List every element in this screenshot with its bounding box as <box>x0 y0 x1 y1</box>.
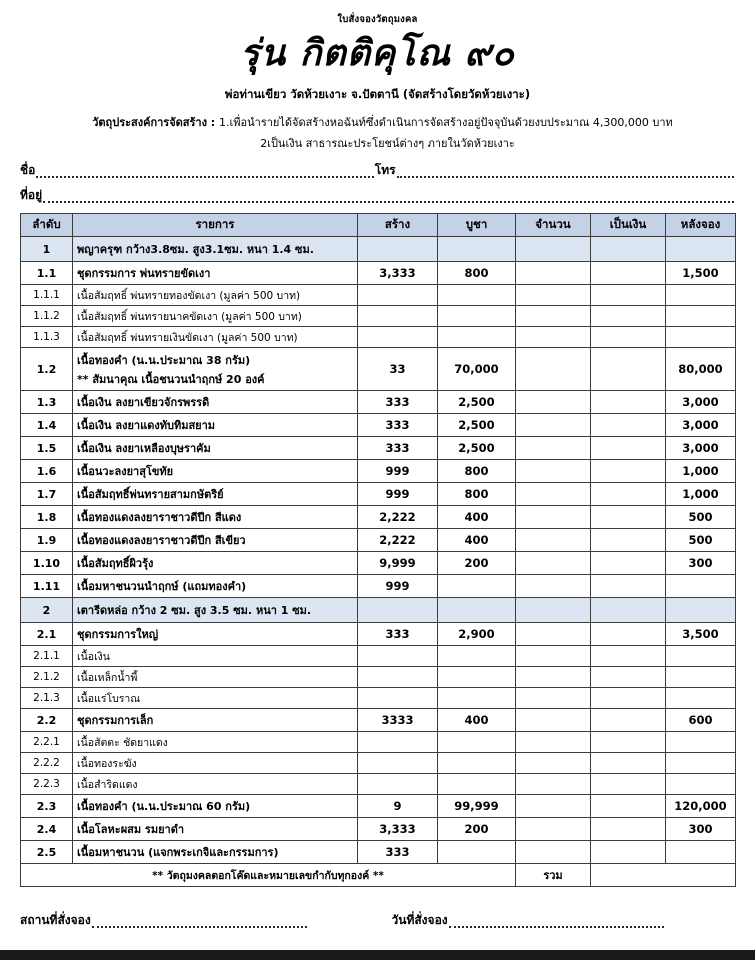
column-header-no: ลำดับ <box>21 214 73 237</box>
cell-after: 80,000 <box>666 348 736 391</box>
table-row <box>21 306 736 327</box>
cell-no: 2.2.1 <box>21 732 73 753</box>
cell-price <box>438 646 516 667</box>
column-header-made: สร้าง <box>358 214 438 237</box>
cell-qty[interactable] <box>516 667 591 688</box>
cell-sum[interactable] <box>591 818 666 841</box>
cell-after <box>666 237 736 262</box>
cell-price: 800 <box>438 460 516 483</box>
table-row <box>21 709 736 732</box>
cell-made: 333 <box>358 841 438 864</box>
cell-made: 3333 <box>358 709 438 732</box>
cell-after <box>666 688 736 709</box>
order-date-label: วันที่สั่งจอง <box>391 913 448 928</box>
cell-made: 3,333 <box>358 818 438 841</box>
cell-qty[interactable] <box>516 646 591 667</box>
cell-item: เนื้อเงิน ลงยาเหลืองบุษราคัม <box>73 437 358 460</box>
table-footer <box>21 864 736 887</box>
cell-item: เนื้อมหาชนวนนำฤกษ์ (แถมทองคำ) <box>73 575 358 598</box>
column-header-sum: เป็นเงิน <box>591 214 666 237</box>
cell-sum[interactable] <box>591 552 666 575</box>
cell-no: 1 <box>21 237 73 262</box>
cell-sum[interactable] <box>591 306 666 327</box>
cell-qty[interactable] <box>516 753 591 774</box>
cell-no: 2.4 <box>21 818 73 841</box>
cell-qty[interactable] <box>516 414 591 437</box>
column-header-after: หลังจอง <box>666 214 736 237</box>
cell-price: 99,999 <box>438 795 516 818</box>
cell-no: 1.10 <box>21 552 73 575</box>
cell-sum[interactable] <box>591 575 666 598</box>
purpose-line-1 <box>20 113 735 131</box>
cell-price: 70,000 <box>438 348 516 391</box>
cell-item: พญาครุฑ กว้าง3.8ซม. สูง3.1ซม. หนา 1.4 ซม. <box>73 237 358 262</box>
cell-no: 1.7 <box>21 483 73 506</box>
cell-price: 2,500 <box>438 414 516 437</box>
order-date-field <box>364 911 736 930</box>
cell-after: 500 <box>666 529 736 552</box>
cell-sum[interactable] <box>591 348 666 391</box>
purpose-text-1: 1.เพื่อนำรายได้จัดสร้างหอฉันท์ซึ่งดำเนินการจัดสร้างอยู่ปัจจุบันด้วยงบประมาณ 4,300,000 บาท <box>219 116 673 130</box>
phone-field-label: โทร <box>374 163 396 178</box>
cell-item: เนื้อทองระฆัง <box>73 753 358 774</box>
cell-price <box>438 774 516 795</box>
cell-made: 999 <box>358 483 438 506</box>
cell-qty[interactable] <box>516 552 591 575</box>
name-phone-field-row <box>20 161 735 180</box>
cell-sum[interactable] <box>591 841 666 864</box>
cell-sum[interactable] <box>591 732 666 753</box>
name-field-label: ชื่อ <box>20 163 36 178</box>
cell-qty[interactable] <box>516 709 591 732</box>
cell-made: 9 <box>358 795 438 818</box>
cell-made: 999 <box>358 460 438 483</box>
cell-item <box>73 348 358 391</box>
cell-item: เนื้อทองแดงลงยาราชาวดีปีก สีแดง <box>73 506 358 529</box>
cell-after <box>666 598 736 623</box>
cell-made: 333 <box>358 391 438 414</box>
cell-item-line2: ** สัมนาคุณ เนื้อชนวนนำฤกษ์ 20 องค์ <box>77 372 265 386</box>
cell-sum[interactable] <box>591 285 666 306</box>
cell-item: เนื้อสัมฤทธิ์ พ่นทรายทองขัดเงา (มูลค่า 500 บาท) <box>73 285 358 306</box>
cell-qty[interactable] <box>516 841 591 864</box>
cell-qty[interactable] <box>516 818 591 841</box>
cell-item-line1: เนื้อทองคำ (น.น.ประมาณ 38 กรัม) <box>77 353 251 367</box>
cell-made: 3,333 <box>358 262 438 285</box>
cell-after: 3,500 <box>666 623 736 646</box>
footer-note: ** วัตถุมงคลตอกโค๊ดและหมายเลขกำกับทุกองค์ ** <box>21 864 516 887</box>
cell-made <box>358 667 438 688</box>
bottom-bar <box>0 950 755 960</box>
table-row <box>21 414 736 437</box>
cell-no: 2.1 <box>21 623 73 646</box>
order-date-input[interactable] <box>449 917 664 928</box>
cell-no: 2.2.2 <box>21 753 73 774</box>
cell-no: 1.1.1 <box>21 285 73 306</box>
table-row <box>21 237 736 262</box>
cell-price <box>438 688 516 709</box>
cell-qty[interactable] <box>516 327 591 348</box>
order-place-field <box>20 911 364 930</box>
cell-item: เนื้อสัมฤทธิ์ผิวรุ้ง <box>73 552 358 575</box>
cell-qty[interactable] <box>516 483 591 506</box>
cell-sum[interactable] <box>591 460 666 483</box>
cell-no: 1.9 <box>21 529 73 552</box>
cell-no: 2 <box>21 598 73 623</box>
cell-after: 300 <box>666 818 736 841</box>
cell-after <box>666 646 736 667</box>
address-field-row <box>20 186 735 205</box>
cell-sum[interactable] <box>591 237 666 262</box>
cell-qty[interactable] <box>516 598 591 623</box>
purpose-label: วัตถุประสงค์การจัดสร้าง : <box>92 116 220 130</box>
cell-after: 3,000 <box>666 414 736 437</box>
cell-sum[interactable] <box>591 795 666 818</box>
cell-no: 2.1.1 <box>21 646 73 667</box>
cell-after: 1,000 <box>666 460 736 483</box>
cell-after <box>666 774 736 795</box>
column-header-price: บูชา <box>438 214 516 237</box>
cell-no: 1.1.2 <box>21 306 73 327</box>
cell-sum[interactable] <box>591 753 666 774</box>
cell-after: 300 <box>666 552 736 575</box>
page-title: รุ่น กิตติคุโณ ๙๐ <box>240 33 515 74</box>
table-row <box>21 506 736 529</box>
cell-sum[interactable] <box>591 688 666 709</box>
cell-item: เนื้อทองคำ (น.น.ประมาณ 60 กรัม) <box>73 795 358 818</box>
cell-price <box>438 575 516 598</box>
cell-price <box>438 237 516 262</box>
cell-no: 2.1.3 <box>21 688 73 709</box>
cell-after <box>666 753 736 774</box>
page-subtitle: พ่อท่านเขียว วัดห้วยเงาะ จ.ปัตตานี (จัดสร้างโดยวัดห้วยเงาะ) <box>224 87 531 102</box>
cell-no: 1.2 <box>21 348 73 391</box>
cell-price: 800 <box>438 262 516 285</box>
cell-qty[interactable] <box>516 262 591 285</box>
cell-after: 120,000 <box>666 795 736 818</box>
cell-item: ชุดกรรมการเล็ก <box>73 709 358 732</box>
table-row <box>21 818 736 841</box>
cell-sum[interactable] <box>591 774 666 795</box>
table-row <box>21 667 736 688</box>
purpose-line-2: 2เป็นเงิน สาธารณะประโยชน์ต่างๆ ภายในวัดห้วยเงาะ <box>260 137 515 151</box>
cell-after: 500 <box>666 506 736 529</box>
cell-item: เนื้อมหาชนวน (แจกพระเกจิและกรรมการ) <box>73 841 358 864</box>
table-row <box>21 575 736 598</box>
cell-made <box>358 753 438 774</box>
table-row <box>21 285 736 306</box>
table-row <box>21 327 736 348</box>
cell-made <box>358 306 438 327</box>
cell-sum[interactable] <box>591 506 666 529</box>
table-row <box>21 774 736 795</box>
cell-item: เนื้อทองแดงลงยาราชาวดีปีก สีเขียว <box>73 529 358 552</box>
address-input[interactable] <box>43 192 734 203</box>
cell-price: 400 <box>438 529 516 552</box>
cell-after <box>666 575 736 598</box>
cell-after: 3,000 <box>666 437 736 460</box>
cell-item: ชุดกรรมการใหญ่ <box>73 623 358 646</box>
cell-qty[interactable] <box>516 237 591 262</box>
cell-price <box>438 667 516 688</box>
cell-no: 2.2.3 <box>21 774 73 795</box>
cell-no: 1.3 <box>21 391 73 414</box>
cell-item: เนื้อสัมฤทธิ์พ่นทรายสามกษัตริย์ <box>73 483 358 506</box>
table-row <box>21 348 736 391</box>
cell-after <box>666 732 736 753</box>
cell-no: 2.1.2 <box>21 667 73 688</box>
cell-item: เนื้อแร่โบราณ <box>73 688 358 709</box>
cell-made: 999 <box>358 575 438 598</box>
cell-no: 2.2 <box>21 709 73 732</box>
cell-price <box>438 306 516 327</box>
cell-qty[interactable] <box>516 460 591 483</box>
cell-item: เตารีดหล่อ กว้าง 2 ซม. สูง 3.5 ซม. หนา 1 ซม. <box>73 598 358 623</box>
cell-made: 333 <box>358 414 438 437</box>
cell-no: 1.1.3 <box>21 327 73 348</box>
table-row <box>21 529 736 552</box>
cell-made <box>358 732 438 753</box>
cell-after <box>666 841 736 864</box>
cell-price: 400 <box>438 506 516 529</box>
cell-sum[interactable] <box>591 262 666 285</box>
cell-sum[interactable] <box>591 667 666 688</box>
cell-item: เนื้อเงิน ลงยาแดงทับทิมสยาม <box>73 414 358 437</box>
cell-no: 2.5 <box>21 841 73 864</box>
cell-made <box>358 237 438 262</box>
cell-after <box>666 327 736 348</box>
cell-qty[interactable] <box>516 348 591 391</box>
cell-price <box>438 732 516 753</box>
table-row <box>21 598 736 623</box>
cell-item: เนื้อโลหะผสม รมยาดำ <box>73 818 358 841</box>
table-row <box>21 732 736 753</box>
name-input[interactable] <box>36 167 373 178</box>
cell-item: เนื้อสัมฤทธิ์ พ่นทรายเงินขัดเงา (มูลค่า 500 บาท) <box>73 327 358 348</box>
cell-no: 2.3 <box>21 795 73 818</box>
cell-price: 200 <box>438 552 516 575</box>
cell-qty[interactable] <box>516 732 591 753</box>
table-row <box>21 391 736 414</box>
cell-price: 400 <box>438 709 516 732</box>
cell-no: 1.8 <box>21 506 73 529</box>
cell-made <box>358 285 438 306</box>
phone-input[interactable] <box>397 167 734 178</box>
cell-qty[interactable] <box>516 623 591 646</box>
table-header-row <box>21 214 736 237</box>
table-row <box>21 841 736 864</box>
cell-qty[interactable] <box>516 506 591 529</box>
cell-after <box>666 285 736 306</box>
cell-item: เนื้อนวะลงยาสุโขทัย <box>73 460 358 483</box>
cell-made <box>358 646 438 667</box>
cell-sum[interactable] <box>591 529 666 552</box>
cell-item: เนื้อสัตตะ ชัดยาแดง <box>73 732 358 753</box>
cell-sum[interactable] <box>591 391 666 414</box>
cell-made <box>358 774 438 795</box>
cell-qty[interactable] <box>516 688 591 709</box>
table-row <box>21 688 736 709</box>
cell-price: 200 <box>438 818 516 841</box>
cell-qty[interactable] <box>516 529 591 552</box>
cell-price: 800 <box>438 483 516 506</box>
column-header-qty: จำนวน <box>516 214 591 237</box>
total-value-cell[interactable] <box>591 864 736 887</box>
cell-after: 600 <box>666 709 736 732</box>
footer-fields-row <box>20 911 735 930</box>
table-row <box>21 483 736 506</box>
cell-price <box>438 285 516 306</box>
cell-sum[interactable] <box>591 709 666 732</box>
cell-made: 333 <box>358 623 438 646</box>
cell-price: 2,500 <box>438 391 516 414</box>
total-label: รวม <box>516 864 591 887</box>
cell-price <box>438 841 516 864</box>
cell-item: ชุดกรรมการ พ่นทรายขัดเงา <box>73 262 358 285</box>
order-place-input[interactable] <box>92 917 307 928</box>
cell-made: 33 <box>358 348 438 391</box>
cell-made: 2,222 <box>358 506 438 529</box>
cell-sum[interactable] <box>591 598 666 623</box>
cell-no: 1.11 <box>21 575 73 598</box>
cell-qty[interactable] <box>516 795 591 818</box>
cell-made: 333 <box>358 437 438 460</box>
table-row <box>21 552 736 575</box>
cell-made <box>358 327 438 348</box>
cell-qty[interactable] <box>516 285 591 306</box>
cell-item: เนื้อสัมฤทธิ์ พ่นทรายนาคขัดเงา (มูลค่า 500 บาท) <box>73 306 358 327</box>
cell-price <box>438 327 516 348</box>
table-row <box>21 623 736 646</box>
order-place-label: สถานที่สั่งจอง <box>20 913 91 928</box>
cell-qty[interactable] <box>516 774 591 795</box>
cell-qty[interactable] <box>516 306 591 327</box>
cell-price: 2,900 <box>438 623 516 646</box>
cell-price <box>438 753 516 774</box>
cell-made <box>358 598 438 623</box>
cell-item: เนื้อเงิน <box>73 646 358 667</box>
cell-after: 3,000 <box>666 391 736 414</box>
cell-sum[interactable] <box>591 483 666 506</box>
table-row <box>21 460 736 483</box>
table-row <box>21 646 736 667</box>
table-row <box>21 262 736 285</box>
table-footer-row <box>21 864 736 887</box>
address-field-label: ที่อยู่ <box>20 188 43 203</box>
cell-after <box>666 306 736 327</box>
document-caption: ใบสั่งจองวัตถุมงคล <box>337 14 418 25</box>
cell-item: เนื้อสำริดแดง <box>73 774 358 795</box>
cell-qty[interactable] <box>516 391 591 414</box>
table-header <box>21 214 736 237</box>
table-row <box>21 437 736 460</box>
cell-sum[interactable] <box>591 414 666 437</box>
cell-sum[interactable] <box>591 646 666 667</box>
purpose-block <box>20 113 735 152</box>
cell-sum[interactable] <box>591 327 666 348</box>
column-header-item: รายการ <box>73 214 358 237</box>
table-body <box>21 237 736 864</box>
cell-no: 1.4 <box>21 414 73 437</box>
cell-no: 1.1 <box>21 262 73 285</box>
cell-sum[interactable] <box>591 623 666 646</box>
cell-sum[interactable] <box>591 437 666 460</box>
cell-qty[interactable] <box>516 437 591 460</box>
cell-after: 1,500 <box>666 262 736 285</box>
cell-made: 9,999 <box>358 552 438 575</box>
cell-made <box>358 688 438 709</box>
cell-price <box>438 598 516 623</box>
cell-after <box>666 667 736 688</box>
cell-qty[interactable] <box>516 575 591 598</box>
cell-no: 1.5 <box>21 437 73 460</box>
cell-after: 1,000 <box>666 483 736 506</box>
cell-no: 1.6 <box>21 460 73 483</box>
table-row <box>21 753 736 774</box>
cell-price: 2,500 <box>438 437 516 460</box>
cell-item: เนื้อเงิน ลงยาเขียวจักรพรรดิ <box>73 391 358 414</box>
cell-made: 2,222 <box>358 529 438 552</box>
table-row <box>21 795 736 818</box>
order-items-table <box>20 213 736 887</box>
cell-item: เนื้อเหล็กน้ำพี้ <box>73 667 358 688</box>
